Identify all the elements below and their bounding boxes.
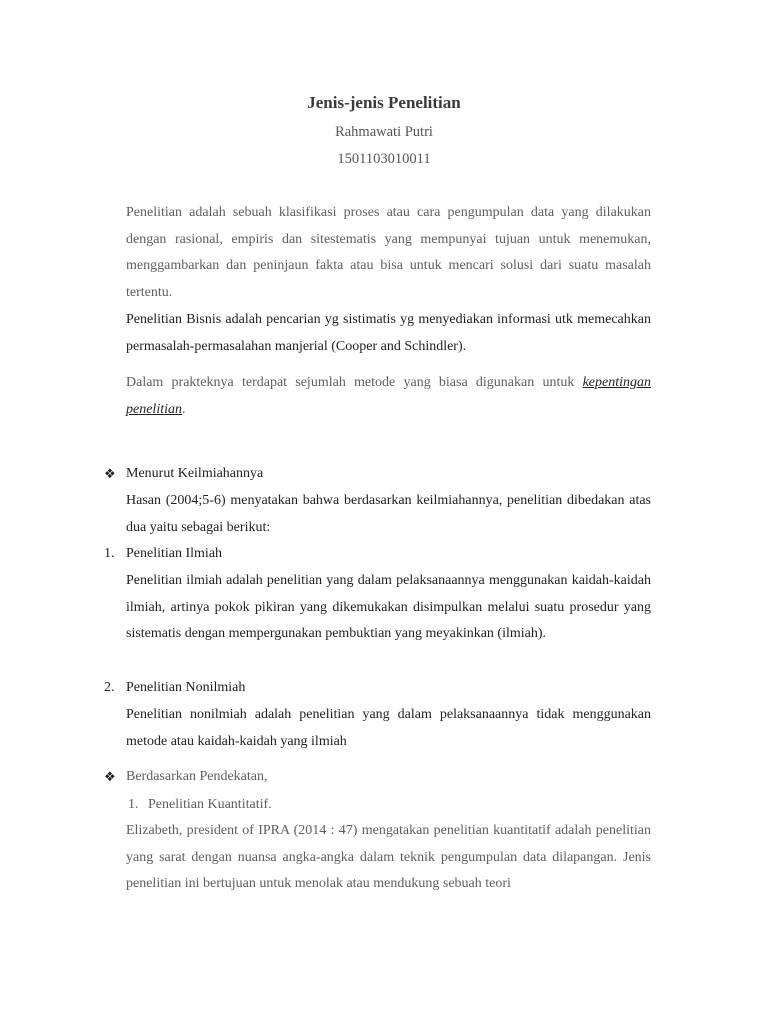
section1-item-2-text: Penelitian nonilmiah adalah penelitian yang dalam pelaksanaannya tidak menggunakan metode atau kaidah-kaidah yang ilmiah xyxy=(126,707,651,749)
item-number: 1. xyxy=(104,546,115,561)
author-name: Rahmawati Putri xyxy=(335,124,433,140)
item-label: Penelitian Kuantitatif. xyxy=(148,797,272,812)
diamond-bullet-icon: ❖ xyxy=(104,769,116,784)
item-number: 2. xyxy=(104,680,115,695)
diamond-bullet-icon: ❖ xyxy=(104,466,116,481)
section1-item-2 xyxy=(104,680,245,696)
item-number: 1. xyxy=(128,797,139,812)
section2-item-1 xyxy=(128,797,272,813)
intro-paragraph-1: Penelitian adalah sebuah klasifikasi proses atau cara pengumpulan data yang dilakukan dengan rasional, empiris dan sitestematis yang mempunyai tujuan untuk menemukan, menggambarkan dan peninjaun fakta atau bisa untuk mencari solusi dari suatu masalah tertentu. xyxy=(126,205,651,301)
intro-paragraph-3 xyxy=(126,370,651,423)
page-title: Jenis-jenis Penelitian xyxy=(307,93,461,112)
item-label: Penelitian Nonilmiah xyxy=(126,680,246,695)
section2-heading: Berdasarkan Pendekatan, xyxy=(126,769,268,784)
intro-paragraph-2: Penelitian Bisnis adalah pencarian yg sistimatis yg menyediakan informasi utk memecahkan permasalah-permasalahan manjerial (Cooper and Schindler). xyxy=(126,312,651,354)
section1-item-1-text: Penelitian ilmiah adalah penelitian yang dalam pelaksanaannya menggunakan kaidah-kaidah ilmiah, artinya pokok pikiran yang dikemukakan disimpulkan melalui suatu prosedur yang sistematis dengan mempergunakan pembuktian yang meyakinkan (ilmiah). xyxy=(126,573,651,642)
section1-heading: Menurut Keilmiahannya xyxy=(126,466,264,481)
section1-item-1 xyxy=(104,546,222,562)
item-label: Penelitian Ilmiah xyxy=(126,546,223,561)
section1-intro: Hasan (2004;5-6) menyatakan bahwa berdasarkan keilmiahannya, penelitian dibedakan atas dua yaitu sebagai berikut: xyxy=(126,493,651,535)
kepentingan-penelitian-link[interactable]: kepentingan penelitian xyxy=(126,375,651,417)
student-id: 1501103010011 xyxy=(337,151,431,167)
intro-paragraph-3-text: Dalam prakteknya terdapat sejumlah metode yang biasa digunakan untuk xyxy=(126,375,583,390)
section2-item-1-text: Elizabeth, president of IPRA (2014 : 47) mengatakan penelitian kuantitatif adalah penelitian yang sarat dengan nuansa angka-angka dalam teknik pengumpulan data dilapangan. Jenis penelitian ini bertujuan untuk menolak atau mendukung sebuah teori xyxy=(126,823,651,892)
intro-paragraph-3-end: . xyxy=(182,401,186,417)
